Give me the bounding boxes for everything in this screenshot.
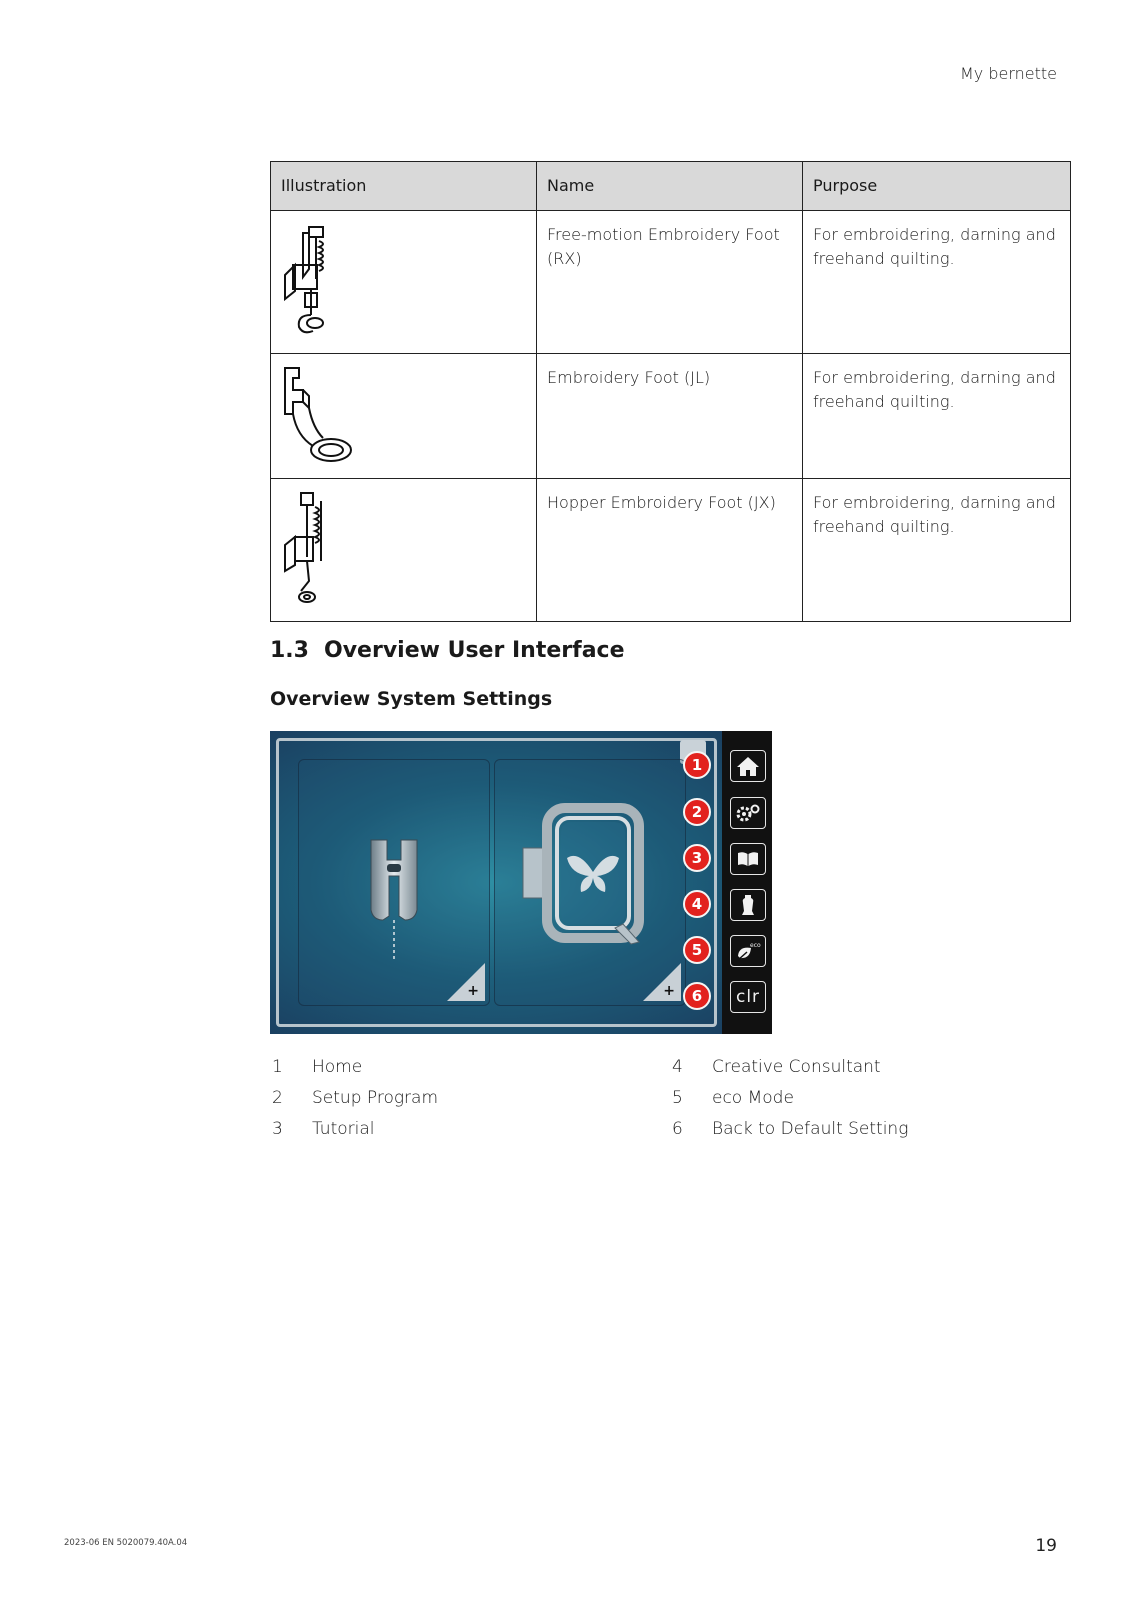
creative-consultant-button[interactable] — [730, 889, 766, 921]
section-title: Overview User Interface — [324, 638, 625, 663]
illustration-cell — [271, 479, 537, 622]
eco-leaf-icon — [735, 940, 761, 962]
hopper-embroidery-foot-icon — [279, 487, 349, 607]
sewing-mode-panel[interactable] — [298, 759, 490, 1006]
name-cell: Embroidery Foot (JL) — [537, 354, 803, 479]
plus-icon: + — [467, 983, 479, 999]
document-code: 2023-06 EN 5020079.40A.04 — [64, 1538, 188, 1548]
legend-number: 2 — [272, 1088, 283, 1108]
legend-label: Creative Consultant — [712, 1057, 881, 1077]
legend-number: 6 — [672, 1119, 683, 1139]
home-button[interactable] — [730, 750, 766, 782]
list-item — [272, 1119, 438, 1150]
section-number: 1.3 — [270, 638, 309, 663]
clr-icon: clr — [735, 987, 761, 1007]
list-item — [272, 1088, 438, 1119]
name-cell: Free-motion Embroidery Foot (RX) — [537, 211, 803, 354]
name-cell: Hopper Embroidery Foot (JX) — [537, 479, 803, 622]
legend-number: 4 — [672, 1057, 683, 1077]
legend-number: 1 — [272, 1057, 283, 1077]
back-to-default-button[interactable] — [730, 981, 766, 1013]
callout-badge: 2 — [683, 798, 711, 826]
table-row — [271, 479, 1071, 622]
column-header-purpose: Purpose — [803, 162, 1071, 211]
page-number: 19 — [1035, 1536, 1057, 1556]
free-motion-embroidery-foot-icon — [279, 219, 349, 339]
subsection-heading: Overview System Settings — [270, 688, 553, 710]
table-row — [271, 354, 1071, 479]
setup-gear-icon — [735, 803, 761, 823]
list-item — [672, 1119, 908, 1150]
callout-badge: 4 — [683, 890, 711, 918]
callout-badge: 3 — [683, 844, 711, 872]
presser-feet-table — [270, 161, 1071, 622]
legend-label: Back to Default Setting — [712, 1119, 909, 1139]
svg-text:eco: eco — [750, 942, 761, 949]
system-settings-screen — [270, 731, 772, 1034]
legend-label: Tutorial — [312, 1119, 375, 1139]
column-header-illustration: Illustration — [271, 162, 537, 211]
legend-number: 5 — [672, 1088, 683, 1108]
legend-label: Home — [312, 1057, 363, 1077]
system-sidebar — [722, 731, 772, 1034]
add-corner-icon[interactable] — [643, 963, 681, 1001]
embroidery-mode-panel[interactable] — [494, 759, 686, 1006]
embroidery-foot-icon — [279, 362, 359, 466]
legend-label: eco Mode — [712, 1088, 794, 1108]
purpose-cell: For embroidering, darning and freehand quilting. — [803, 354, 1071, 479]
legend-left — [272, 1057, 438, 1150]
section-heading — [270, 638, 625, 663]
add-corner-icon[interactable] — [447, 963, 485, 1001]
illustration-cell — [271, 211, 537, 354]
creative-consultant-icon — [739, 893, 757, 917]
tutorial-button[interactable] — [730, 843, 766, 875]
running-header: My bernette — [959, 64, 1057, 83]
list-item — [672, 1088, 908, 1119]
callout-badge: 5 — [683, 936, 711, 964]
table-header-row — [271, 162, 1071, 211]
illustration-cell — [271, 354, 537, 479]
callout-badge: 6 — [683, 982, 711, 1010]
table-row — [271, 211, 1071, 354]
list-item — [672, 1057, 908, 1088]
legend-right — [672, 1057, 908, 1150]
home-icon — [736, 755, 760, 777]
legend-number: 3 — [272, 1119, 283, 1139]
column-header-name: Name — [537, 162, 803, 211]
eco-mode-button[interactable] — [730, 935, 766, 967]
plus-icon: + — [663, 983, 675, 999]
tutorial-book-icon — [736, 850, 760, 868]
purpose-cell: For embroidering, darning and freehand quilting. — [803, 211, 1071, 354]
setup-program-button[interactable] — [730, 797, 766, 829]
callout-badge: 1 — [683, 751, 711, 779]
list-item — [272, 1057, 438, 1088]
legend-label: Setup Program — [312, 1088, 439, 1108]
purpose-cell: For embroidering, darning and freehand quilting. — [803, 479, 1071, 622]
